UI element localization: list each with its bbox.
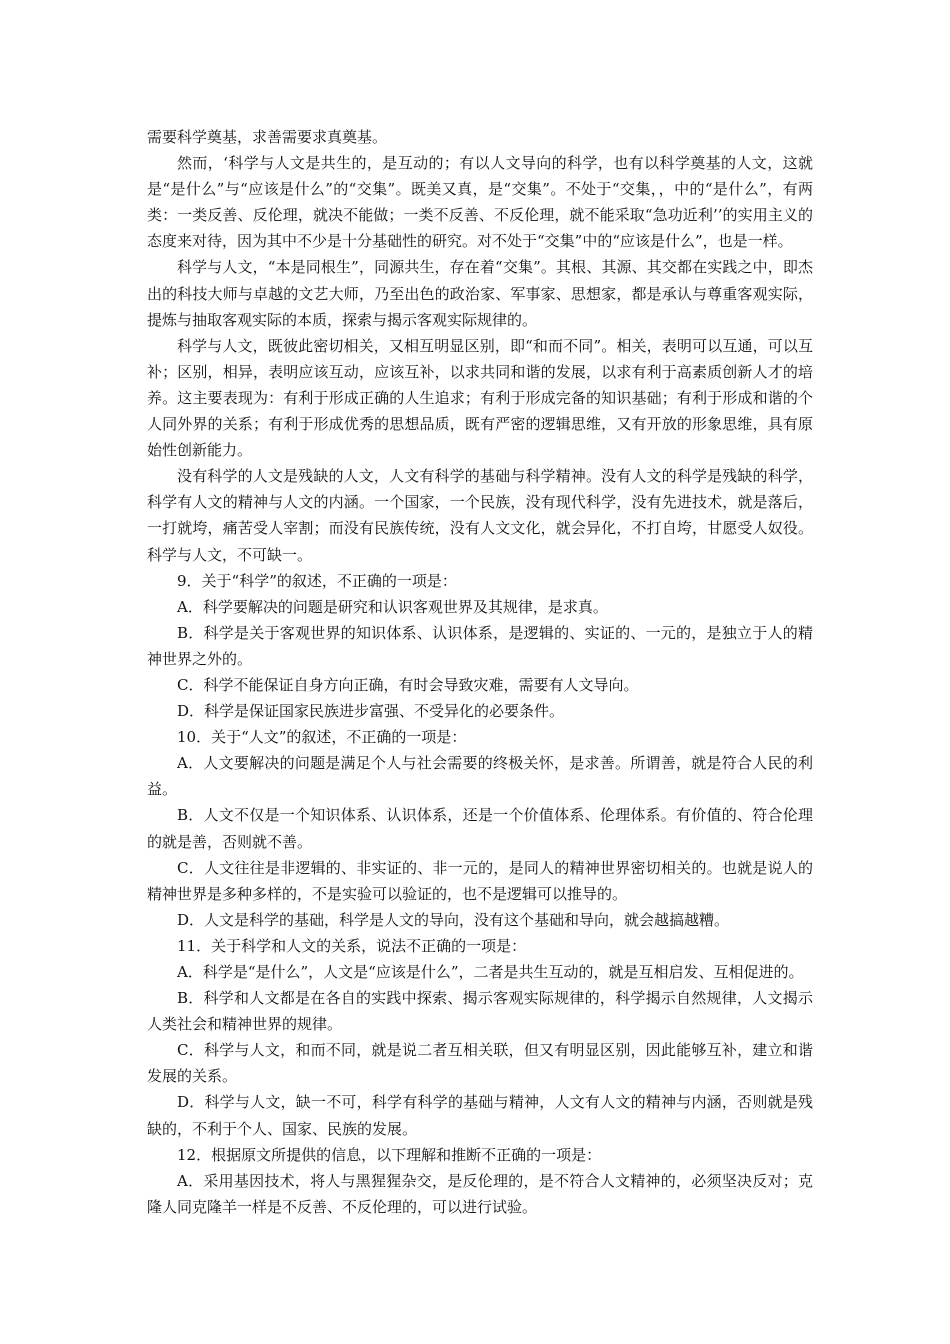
question-11-option-c: C．科学与人文，和而不同，就是说二者互相关联，但又有明显区别，因此能够互补，建立和谐发展的关系。 [147, 1041, 813, 1086]
question-9-option-b: B．科学是关于客观世界的知识体系、认识体系，是逻辑的、实证的、一元的，是独立于人的精神世界之外的。 [147, 623, 813, 668]
passage-paragraph: 然而，‘科学与人文是共生的，是互动的；有以人文导向的科学，也有以科学奠基的人文，这就是“是什么”与“应该是什么”的“交集”。既美又真，是“交集”。不处于“交集，，中的“是什么”，有两类：一类反善、反伦理，就决不能做；一类不反善、不反伦理，就不能采取“急功近利’’的实用主义的态度来对待，因为其中不少是十分基础性的研究。对不处于“交集”中的“应该是什么”，也是一样。 [147, 154, 813, 251]
question-11-stem: 11．关于科学和人文的关系，说法不正确的一项是： [177, 936, 527, 955]
question-10-option-a: A．人文要解决的问题是满足个人与社会需要的终极关怀，是求善。所谓善，就是符合人民的利益。 [147, 754, 813, 799]
question-12-option-a: A．采用基因技术，将人与黑猩猩杂交，是反伦理的，是不符合人文精神的，必须坚决反对；克隆人同克隆羊一样是不反善、不反伦理的，可以进行试验。 [147, 1171, 813, 1216]
passage-paragraph: 科学与人文，既彼此密切相关，又相互明显区别，即“和而不同”。相关，表明可以互通，可以互补；区别，相异，表明应该互动，应该互补，以求共同和谐的发展，以求有利于高素质创新人才的培养。这主要表现为：有利于形成正确的人生追求；有利于形成完备的知识基础；有利于形成和谐的个人同外界的关系；有利于形成优秀的思想品质，既有严密的逻辑思维，又有开放的形象思维，具有原始性创新能力。 [147, 336, 813, 460]
question-10-option-d: D．人文是科学的基础，科学是人文的导向，没有这个基础和导向，就会越搞越糟。 [177, 910, 730, 929]
document-body [147, 124, 813, 1220]
question-11-option-a: A．科学是“是什么”，人文是“应该是什么”，二者是共生互动的，就是互相启发、互相促进的。 [177, 963, 804, 981]
question-11-option-d: D．科学与人文，缺一不可，科学有科学的基础与精神，人文有人文的精神与内涵，否则就是残缺的，不利于个人、国家、民族的发展。 [147, 1093, 813, 1138]
passage-paragraph: 科学与人文，“本是同根生”，同源共生，存在着“交集”。其根、其源、其交都在实践之中，即杰出的科技大师与卓越的文艺大师，乃至出色的政治家、军事家、思想家，都是承认与尊重客观实际，提炼与抽取客观实际的本质，探索与揭示客观实际规律的。 [147, 258, 813, 329]
passage-paragraph-continuation: 需要科学奠基，求善需要求真奠基。 [147, 128, 388, 146]
question-10-option-b: B．人文不仅是一个知识体系、认识体系，还是一个价值体系、伦理体系。有价值的、符合伦理的就是善，否则就不善。 [147, 806, 813, 851]
question-9-option-c: C．科学不能保证自身方向正确，有时会导致灾难，需要有人文导向。 [177, 675, 639, 694]
question-9-stem: 9．关于“科学”的叙述，不正确的一项是： [177, 571, 457, 590]
question-12-stem: 12．根据原文所提供的信息，以下理解和推断不正确的一项是： [177, 1145, 602, 1164]
question-11-option-b: B．科学和人文都是在各自的实践中探索、揭示客观实际规律的，科学揭示自然规律，人文揭示人类社会和精神世界的规律。 [147, 989, 813, 1034]
question-9-option-d: D．科学是保证国家民族进步富强、不受异化的必要条件。 [177, 702, 565, 721]
question-9-option-a: A．科学要解决的问题是研究和认识客观世界及其规律，是求真。 [177, 597, 608, 616]
question-10-stem: 10．关于“人文”的叙述，不正确的一项是： [177, 728, 467, 747]
question-10-option-c: C．人文往往是非逻辑的、非实证的、非一元的，是同人的精神世界密切相关的。也就是说人的精神世界是多种多样的，不是实验可以验证的，也不是逻辑可以推导的。 [147, 858, 813, 903]
passage-paragraph: 没有科学的人文是残缺的人文，人文有科学的基础与科学精神。没有人文的科学是残缺的科学，科学有人文的精神与人文的内涵。一个国家，一个民族，没有现代科学，没有先进技术，就是落后，一打就垮，痛苦受人宰割；而没有民族传统，没有人文文化，就会异化，不打自垮，甘愿受人奴役。科学与人文，不可缺一。 [147, 467, 813, 564]
